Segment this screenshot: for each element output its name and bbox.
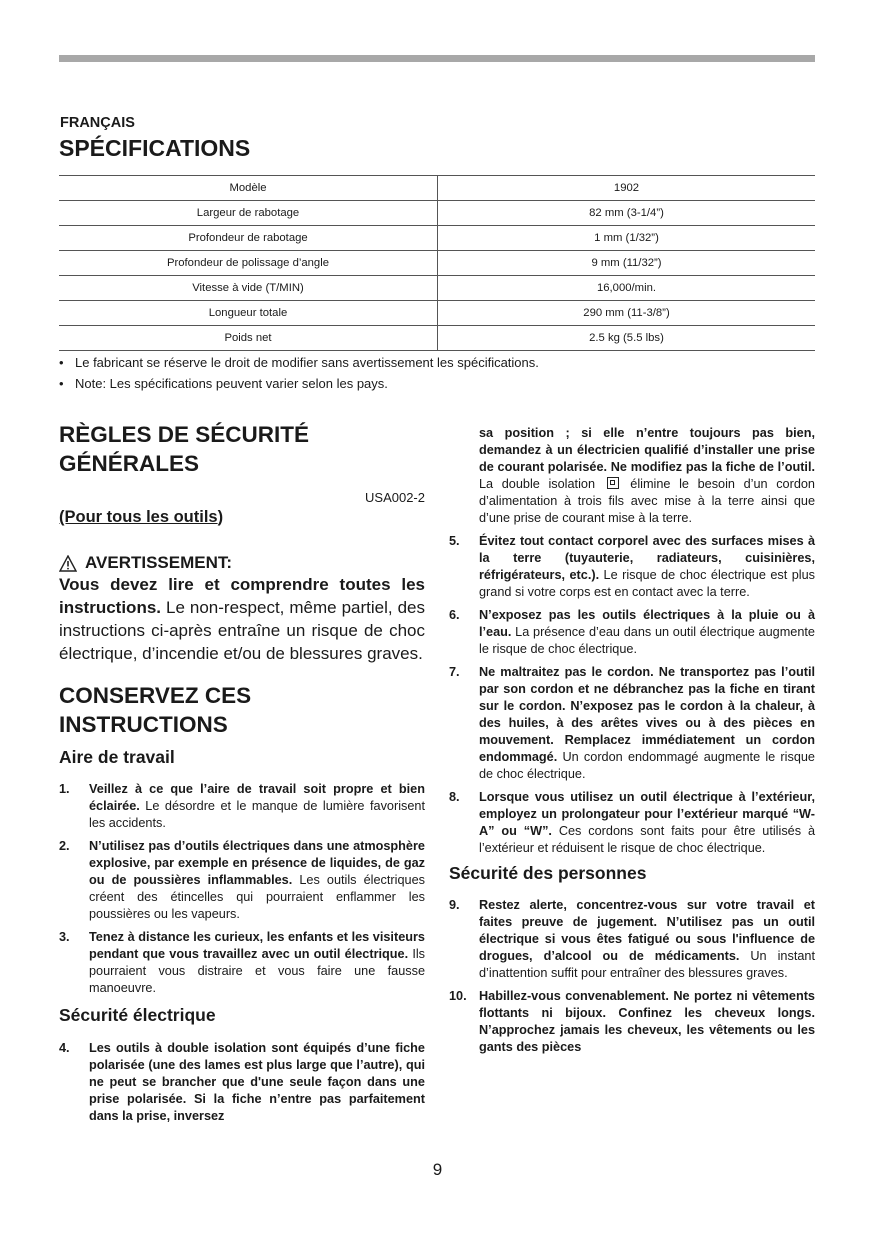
list-item: • Le fabricant se réserve le droit de modifier sans avertissement les spécifications. [59,354,815,375]
table-row [59,176,815,201]
list-item: 6. N’exposez pas les outils électriques à la pluie ou à l’eau. La présence d’eau dans un outil électrique augmente le risque de choc électrique. [449,608,815,656]
spec-label: Profondeur de polissage d’angle [59,251,438,276]
list-item: 7. Ne maltraitez pas le cordon. Ne transportez pas l’outil par son cordon et ne débranchez pas la fiche en tirant sur le cordon. N’exposez pas le cordon à la chaleur, à des huiles, à des arêtes vives ou à des pièces en mouvement. Remplacez immédiatement un cordon endommagé. Un cordon endommagé augmente le risque de choc électrique. [449,665,815,781]
spec-label: Longueur totale [59,301,438,326]
rules-list-electrical [59,1040,425,1125]
spec-label: Poids net [59,326,438,351]
warning-text: Vous devez lire et comprendre toutes les instructions. Le non-respect, même partiel, des instructions ci-après entraîne un risque de choc électrique, d’incendie et/ou de blessures graves. [59,575,425,663]
spec-notes [59,354,815,396]
table-row [59,201,815,226]
page-number: 9 [432,1160,443,1179]
spec-value: 16,000/min. [438,276,816,301]
rules-list-work-area [59,781,425,997]
section-electrical: Sécurité électrique [59,1005,216,1025]
rule-4-continued: sa position ; si elle n’entre toujours pas bien, demandez à un électricien qualifié d’installer une prise de courant polarisée. Ne modifiez pas la fiche de l’outil. La double isolation élimine le besoin d’un cordon d’alimentation à trois fils avec mise à la terre ainsi que d’une prise de courant mise à la terre. [479,426,815,525]
spec-label: Largeur de rabotage [59,201,438,226]
rules-list-personal [449,897,815,1056]
double-insulation-icon [607,477,619,489]
section-work-area: Aire de travail [59,747,175,767]
list-item: 4. Les outils à double isolation sont équipés d’une fiche polarisée (une des lames est plus large que l’autre), qui ne peut se brancher que d'une seule façon dans une prise polarisée. Si la fiche n’entre pas parfaitement dans la prise, inversez [59,1041,425,1123]
table-row [59,226,815,251]
left-column [59,420,425,1125]
list-item: 5. Évitez tout contact corporel avec des surfaces mises à la terre (tuyauterie, radiateurs, cuisinières, réfrigérateurs, etc.). Le risque de choc électrique est plus grand si votre corps est en contact avec la terre. [449,534,816,599]
list-item: 1. Veillez à ce que l’aire de travail soit propre et bien éclairée. Le désordre et le manque de lumière favorisent les accidents. [59,782,425,830]
safety-rules-title: RÈGLES DE SÉCURITÉ GÉNÉRALES [59,422,310,476]
warning-heading: AVERTISSEMENT: [59,553,425,573]
spec-label: Modèle [59,176,438,201]
spec-value: 2.5 kg (5.5 lbs) [438,326,816,351]
top-rule [59,55,815,62]
section-personal: Sécurité des personnes [449,863,647,883]
right-column [449,425,815,1056]
spec-value: 290 mm (11-3/8”) [438,301,816,326]
rules-list-electrical-cont [449,533,815,857]
spec-table [59,175,815,351]
doc-code: USA002-2 [365,490,425,505]
spec-value: 1902 [438,176,816,201]
spec-value: 82 mm (3-1/4”) [438,201,816,226]
table-row [59,251,815,276]
conserve-title: CONSERVEZ CES INSTRUCTIONS [59,683,252,737]
table-row [59,301,815,326]
list-item: 9. Restez alerte, concentrez-vous sur votre travail et faites preuve de jugement. N’utilisez pas un outil électrique si vous êtes fatigué ou sous l'influence de drogues, d’alcool ou de médicaments. Un instant d’inattention suffit pour entraîner des blessures graves. [449,898,815,980]
table-row [59,276,815,301]
list-item: 8. Lorsque vous utilisez un outil électrique à l’extérieur, employez un prolongateur pour l’extérieur marqué “W-A” ou “W”. Ces cordons sont faits pour être utilisés à l’extérieur et réduisent le risque de choc électrique. [449,790,815,855]
spec-label: Vitesse à vide (T/MIN) [59,276,438,301]
list-item: • Note: Les spécifications peuvent varier selon les pays. [59,375,815,396]
spec-title: SPÉCIFICATIONS [59,135,251,161]
spec-value: 1 mm (1/32”) [438,226,816,251]
language-label: FRANÇAIS [60,115,135,131]
list-item: 2. N’utilisez pas d’outils électriques dans une atmosphère explosive, par exemple en présence de liquides, de gaz ou de poussières inflammables. Les outils électriques créent des étincelles qui pourraient enflammer les poussières ou les vapeurs. [59,839,425,921]
list-item: 10. Habillez-vous convenablement. Ne portez ni vêtements flottants ni bijoux. Confinez les cheveux longs. N’approchez jamais les cheveux, les vêtements ou les gants des pièces [449,989,815,1054]
spec-value: 9 mm (11/32”) [438,251,816,276]
spec-label: Profondeur de rabotage [59,226,438,251]
list-item: 3. Tenez à distance les curieux, les enfants et les visiteurs pendant que vous travaillez avec un outil électrique. Ils pourraient vous distraire et vous faire une fausse manoeuvre. [59,930,426,995]
warning-triangle-icon [59,555,77,572]
table-row [59,326,815,351]
all-tools-subtitle: (Pour tous les outils) [59,508,224,526]
